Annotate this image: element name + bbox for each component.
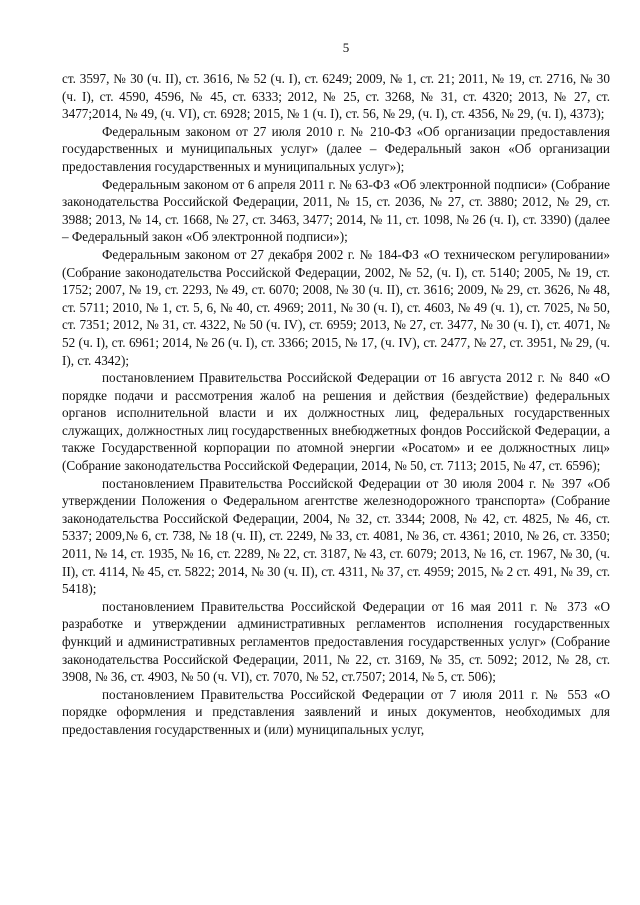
paragraph-resolution-397: постановлением Правительства Российской Федерации от 30 июля 2004 г. № 397 «Об утверждении Положения о Федеральном агентстве железнодорожного транспорта» (Собрание законодательства Российской Федерации, 2004, № 32, ст. 3344; 2008, № 42, ст. 4825, № 46, ст. 5337; 2009,№ 6, ст. 738, № 18 (ч. II), ст. 2249, № 33, ст. 4081, № 36, ст. 4361; 2010, № 26, ст. 3350; 2011, № 14, ст. 1935, № 16, ст. 2289, № 22, ст. 3187, № 43, ст. 6079; 2013, № 16, ст. 1967, № 30, (ч. II), ст. 4114, № 45, ст. 5822; 2014, № 30 (ч. II), ст. 4311, № 37, ст. 4959; 2015, № 2 ст. 491, № 39, ст. 5418); — [62, 475, 610, 597]
paragraph-law-210-fz: Федеральным законом от 27 июля 2010 г. № 210-ФЗ «Об организации предоставления государственных и муниципальных услуг» (далее – Федеральный закон «Об организации предоставления государственных и муниципальных услуг»); — [62, 123, 610, 174]
paragraph-resolution-373: постановлением Правительства Российской Федерации от 16 мая 2011 г. № 373 «О разработке и утверждении административных регламентов исполнения государственных функций и административных регламентов предоставления государственных услуг» (Собрание законодательства Российской Федерации, 2011, № 22, ст. 3169, № 35, ст. 5092; 2012, № 28, ст. 3908, № 36, ст. 4903, № 50 (ч. VI), ст. 7070, № 52, ст.7507; 2014, № 5, ст. 506); — [62, 598, 610, 685]
paragraph-continuation: ст. 3597, № 30 (ч. II), ст. 3616, № 52 (ч. I), ст. 6249; 2009, № 1, ст. 21; 2011, № 19, ст. 2716, № 30 (ч. I), ст. 4590, 4596, № 45, ст. 6333; 2012, № 25, ст. 3268, № 31, ст. 4320; 2013, № 27, ст. 3477;2014, № 49, (ч. VI), ст. 6928; 2015, № 1 (ч. I), ст. 56, № 29, (ч. I), ст. 4356, № 29, (ч. I), 4373); — [62, 71, 610, 122]
document-body — [62, 70, 610, 739]
paragraph-law-184-fz: Федеральным законом от 27 декабря 2002 г. № 184-ФЗ «О техническом регулировании» (Собрание законодательства Российской Федерации, 2002, № 52, (ч. I), ст. 5140; 2005, № 19, ст. 1752; 2007, № 19, ст. 2293, № 49, ст. 6070; 2008, № 30 (ч. II), ст. 3616; 2009, № 29, ст. 3626, № 48, ст. 5711; 2010, № 1, ст. 5, 6, № 40, ст. 4969; 2011, № 30 (ч. I), ст. 4603, № 49 (ч. 1), ст. 7025, № 50, ст. 7351; 2012, № 31, ст. 4322, № 50 (ч. IV), ст. 6959; 2013, № 27, ст. 3477, № 30 (ч. I), ст. 4071, № 52 (ч. I), ст. 6961; 2014, № 26 (ч. I), ст. 3366; 2015, № 17, (ч. IV), ст. 2477, № 27, ст. 3951, № 29, (ч. I), ст. 4342); — [62, 246, 610, 368]
page-number: 5 — [342, 40, 350, 55]
paragraph-law-63-fz: Федеральным законом от 6 апреля 2011 г. № 63-ФЗ «Об электронной подписи» (Собрание законодательства Российской Федерации, 2011, № 15, ст. 2036, № 27, ст. 3880; 2012, № 29, ст. 3988; 2013, № 14, ст. 1668, № 27, ст. 3463, 3477; 2014, № 11, ст. 1098, № 26 (ч. I), ст. 3390) (далее – Федеральный закон «Об электронной подписи»); — [62, 176, 610, 245]
paragraph-resolution-840: постановлением Правительства Российской Федерации от 16 августа 2012 г. № 840 «О порядке подачи и рассмотрения жалоб на решения и действия (бездействие) федеральных органов исполнительной власти и их должностных лиц, федеральных государственных служащих, должностных лиц государственных внебюджетных фондов Российской Федерации, а также Государственной корпорации по атомной энергии «Росатом» и ее должностных лиц» (Собрание законодательства Российской Федерации, 2014, № 50, ст. 7113; 2015, № 47, ст. 6596); — [62, 370, 610, 474]
paragraph-resolution-553: постановлением Правительства Российской Федерации от 7 июля 2011 г. № 553 «О порядке оформления и представления заявлений и иных документов, необходимых для предоставления государственных и (или) муниципальных услуг, — [62, 686, 610, 737]
